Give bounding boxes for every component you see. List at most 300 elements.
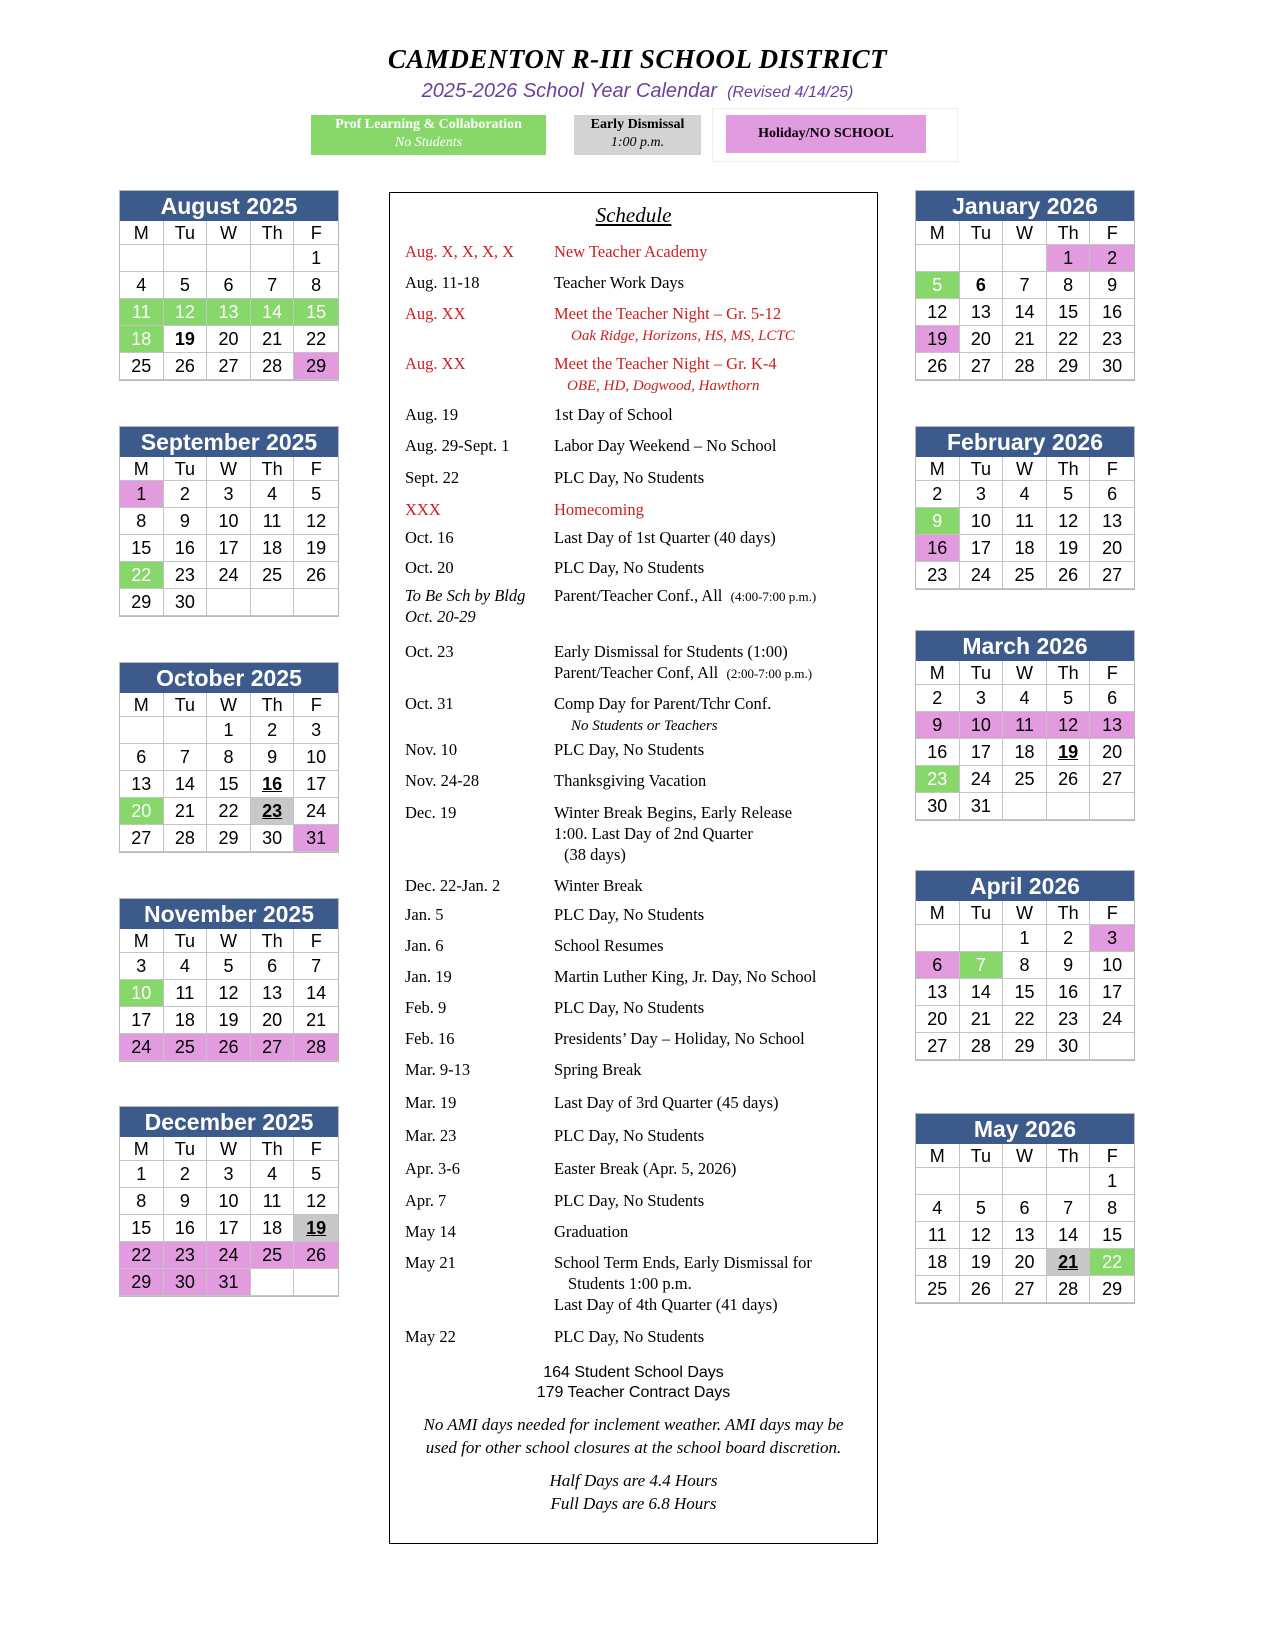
legend-early-dismissal [574, 115, 701, 155]
day-cell: 25 [251, 1242, 295, 1269]
weekday-header: F [294, 221, 338, 245]
day-cell: 20 [207, 326, 251, 353]
entry-event-block [554, 693, 866, 736]
entry-date: Jan. 19 [405, 967, 452, 986]
entry-event: PLC Day, No Students [554, 1327, 705, 1346]
day-cell: 4 [251, 481, 295, 508]
weekday-header: F [294, 693, 338, 717]
day-cell: 15 [1047, 299, 1091, 326]
day-cell: 18 [164, 1007, 208, 1034]
entry-date: Apr. 7 [405, 1191, 447, 1210]
day-cell: 4 [916, 1195, 960, 1222]
day-cell: 19 [916, 326, 960, 353]
entry-event: Winter Break [554, 876, 643, 895]
day-cell: 29 [1047, 353, 1091, 380]
day-cell: 2 [164, 481, 208, 508]
day-cell: 15 [1090, 1222, 1134, 1249]
day-cell: 16 [916, 739, 960, 766]
month-grid [916, 1144, 1134, 1303]
day-cell: 16 [164, 535, 208, 562]
day-cell: 27 [251, 1034, 295, 1061]
entry-date: Oct. 20 [405, 558, 454, 577]
month-december-2025 [119, 1106, 339, 1297]
day-cell: 15 [207, 771, 251, 798]
weekday-header: W [207, 221, 251, 245]
weekday-header: M [916, 901, 960, 925]
day-cell: 17 [1090, 979, 1134, 1006]
day-cell: 13 [1090, 712, 1134, 739]
day-cell: 26 [164, 353, 208, 380]
entry-date: Aug. 19 [405, 405, 459, 424]
day-cell: 4 [164, 953, 208, 980]
day-cell: 17 [960, 535, 1004, 562]
day-cell: 31 [294, 825, 338, 852]
entry-event: Martin Luther King, Jr. Day, No School [554, 967, 817, 986]
entry-event-block [554, 303, 866, 346]
entry-date: Mar. 23 [405, 1126, 457, 1145]
weekday-header: Th [1047, 1144, 1091, 1168]
empty-cell [916, 1168, 960, 1195]
entry-date: Aug. XX [405, 354, 466, 373]
weekday-header: W [207, 457, 251, 481]
weekday-header: Th [251, 221, 295, 245]
month-march-2026 [915, 630, 1135, 821]
day-cell: 19 [294, 1215, 338, 1242]
day-cell: 12 [1047, 508, 1091, 535]
month-title: January 2026 [916, 191, 1134, 221]
weekday-header: F [294, 457, 338, 481]
entry-event-3: (38 days) [564, 845, 626, 864]
empty-cell [207, 245, 251, 272]
day-cell: 14 [960, 979, 1004, 1006]
entry-date: Jan. 6 [405, 936, 444, 955]
day-cell: 2 [916, 481, 960, 508]
empty-cell [916, 925, 960, 952]
day-cell: 25 [916, 1276, 960, 1303]
day-cell: 13 [120, 771, 164, 798]
month-title: December 2025 [120, 1107, 338, 1137]
ami-note-line-1: No AMI days needed for inclement weather. AMI days may be [423, 1415, 844, 1434]
day-cell: 20 [1090, 535, 1134, 562]
entry-event-3: Last Day of 4th Quarter (41 days) [554, 1295, 778, 1314]
day-cell: 14 [164, 771, 208, 798]
entry-date: XXX [405, 500, 441, 519]
day-cell: 10 [120, 980, 164, 1007]
empty-cell [294, 589, 338, 616]
day-cell: 7 [1047, 1195, 1091, 1222]
day-cell: 25 [164, 1034, 208, 1061]
day-cell: 4 [1003, 685, 1047, 712]
weekday-header: M [916, 457, 960, 481]
entry-event: PLC Day, No Students [554, 558, 705, 577]
day-cell: 19 [164, 326, 208, 353]
day-cell: 11 [164, 980, 208, 1007]
weekday-header: Th [251, 929, 295, 953]
day-cell: 3 [294, 717, 338, 744]
day-cell: 22 [1047, 326, 1091, 353]
hours-note [400, 1469, 867, 1515]
day-cell: 23 [916, 562, 960, 589]
weekday-header: Tu [164, 929, 208, 953]
weekday-header: F [1090, 457, 1134, 481]
weekday-header: F [1090, 661, 1134, 685]
day-cell: 3 [120, 953, 164, 980]
entry-event: Parent/Teacher Conf., All [554, 586, 723, 605]
day-cell: 28 [164, 825, 208, 852]
month-title: March 2026 [916, 631, 1134, 661]
day-cell: 18 [251, 1215, 295, 1242]
day-cell: 6 [251, 953, 295, 980]
day-cell: 14 [1003, 299, 1047, 326]
day-cell: 11 [1003, 712, 1047, 739]
entry-date: To Be Sch by Bldg [405, 586, 526, 605]
day-cell: 21 [1003, 326, 1047, 353]
day-cell: 3 [960, 685, 1004, 712]
day-cell: 26 [1047, 766, 1091, 793]
day-cell: 10 [1090, 952, 1134, 979]
day-cell: 30 [251, 825, 295, 852]
empty-cell [120, 717, 164, 744]
day-cell: 23 [164, 562, 208, 589]
day-cell: 18 [916, 1249, 960, 1276]
day-cell: 13 [960, 299, 1004, 326]
weekday-header: Tu [164, 1137, 208, 1161]
weekday-header: Tu [164, 221, 208, 245]
day-cell: 1 [1003, 925, 1047, 952]
day-cell: 11 [1003, 508, 1047, 535]
empty-cell [1047, 1168, 1091, 1195]
weekday-header: M [120, 221, 164, 245]
empty-cell [916, 245, 960, 272]
entry-event: School Resumes [554, 936, 664, 955]
entry-event-2: Students 1:00 p.m. [568, 1274, 692, 1293]
day-cell: 24 [960, 562, 1004, 589]
day-cell: 16 [916, 535, 960, 562]
entry-date: Dec. 19 [405, 803, 457, 822]
month-february-2026 [915, 426, 1135, 590]
entry-event: Easter Break (Apr. 5, 2026) [554, 1159, 737, 1178]
day-cell: 27 [960, 353, 1004, 380]
day-cell: 22 [1003, 1006, 1047, 1033]
legend-holiday: Holiday/NO SCHOOL [726, 115, 926, 153]
entry-date: Nov. 24-28 [405, 771, 480, 790]
entry-event: Labor Day Weekend – No School [554, 436, 777, 455]
month-grid [120, 221, 338, 380]
day-cell: 11 [251, 508, 295, 535]
entry-date-block [405, 585, 553, 627]
day-cell: 17 [207, 535, 251, 562]
day-cell: 10 [960, 712, 1004, 739]
weekday-header: F [1090, 901, 1134, 925]
day-cell: 31 [960, 793, 1004, 820]
day-cell: 13 [916, 979, 960, 1006]
day-cell: 27 [1090, 766, 1134, 793]
weekday-header: Tu [164, 693, 208, 717]
day-cell: 21 [164, 798, 208, 825]
month-title: May 2026 [916, 1114, 1134, 1144]
day-cell: 9 [916, 712, 960, 739]
weekday-header: Tu [960, 1144, 1004, 1168]
entry-date: Sept. 22 [405, 468, 460, 487]
entry-event: Winter Break Begins, Early Release [554, 803, 793, 822]
entry-small: (4:00-7:00 p.m.) [730, 589, 817, 604]
day-cell: 24 [207, 562, 251, 589]
day-cell: 16 [1047, 979, 1091, 1006]
day-cell: 22 [294, 326, 338, 353]
day-cell: 8 [1090, 1195, 1134, 1222]
empty-cell [960, 925, 1004, 952]
day-cell: 3 [960, 481, 1004, 508]
day-cell: 11 [916, 1222, 960, 1249]
weekday-header: W [1003, 661, 1047, 685]
day-cell: 19 [207, 1007, 251, 1034]
empty-cell [164, 717, 208, 744]
day-cell: 28 [1003, 353, 1047, 380]
month-title: February 2026 [916, 427, 1134, 457]
day-cell: 29 [207, 825, 251, 852]
entry-event-block [554, 1252, 866, 1315]
entry-event: New Teacher Academy [554, 242, 708, 261]
empty-cell [251, 589, 295, 616]
day-cell: 2 [164, 1161, 208, 1188]
entry-event-block [554, 802, 866, 865]
entry-event: Last Day of 1st Quarter (40 days) [554, 528, 776, 547]
day-cell: 12 [960, 1222, 1004, 1249]
day-cell: 26 [916, 353, 960, 380]
day-cell: 25 [120, 353, 164, 380]
entry-date: Apr. 3-6 [405, 1159, 460, 1178]
day-cell: 12 [294, 508, 338, 535]
entry-event: PLC Day, No Students [554, 740, 705, 759]
entry-date: Aug. 29-Sept. 1 [405, 436, 510, 455]
month-title: September 2025 [120, 427, 338, 457]
weekday-header: Th [251, 693, 295, 717]
month-grid [120, 929, 338, 1061]
day-cell: 22 [120, 1242, 164, 1269]
day-cell: 25 [1003, 766, 1047, 793]
day-cell: 31 [207, 1269, 251, 1296]
day-cell: 7 [1003, 272, 1047, 299]
day-cell: 5 [960, 1195, 1004, 1222]
day-cell: 13 [1003, 1222, 1047, 1249]
month-title: August 2025 [120, 191, 338, 221]
empty-cell [251, 245, 295, 272]
day-cell: 19 [294, 535, 338, 562]
weekday-header: Tu [960, 901, 1004, 925]
day-cell: 4 [251, 1161, 295, 1188]
day-cell: 20 [960, 326, 1004, 353]
day-cell: 6 [1003, 1195, 1047, 1222]
empty-cell [294, 1269, 338, 1296]
day-cell: 5 [1047, 685, 1091, 712]
entry-event: Comp Day for Parent/Tchr Conf. [554, 694, 772, 713]
day-cell: 8 [1003, 952, 1047, 979]
day-cell: 10 [960, 508, 1004, 535]
empty-cell [1090, 1033, 1134, 1060]
entry-date: Aug. X, X, X, X [405, 242, 515, 261]
day-cell: 15 [120, 1215, 164, 1242]
entry-event: Teacher Work Days [554, 273, 685, 292]
day-cell: 26 [294, 562, 338, 589]
weekday-header: Th [1047, 221, 1091, 245]
day-cell: 2 [916, 685, 960, 712]
day-cell: 20 [1003, 1249, 1047, 1276]
day-cell: 9 [1090, 272, 1134, 299]
entry-event: School Term Ends, Early Dismissal for [554, 1253, 812, 1272]
day-cell: 30 [916, 793, 960, 820]
entry-event: PLC Day, No Students [554, 468, 705, 487]
entry-date: Oct. 23 [405, 642, 454, 661]
empty-cell [960, 1168, 1004, 1195]
day-cell: 23 [164, 1242, 208, 1269]
day-cell: 12 [294, 1188, 338, 1215]
day-cell: 8 [1047, 272, 1091, 299]
weekday-header: F [1090, 221, 1134, 245]
weekday-header: M [916, 661, 960, 685]
district-title: CAMDENTON R-III SCHOOL DISTRICT [387, 44, 888, 74]
day-cell: 21 [251, 326, 295, 353]
entry-event: Meet the Teacher Night – Gr. K-4 [554, 354, 777, 373]
day-cell: 6 [1090, 481, 1134, 508]
day-cell: 7 [251, 272, 295, 299]
entry-event: PLC Day, No Students [554, 1126, 705, 1145]
day-cell: 26 [1047, 562, 1091, 589]
weekday-header: F [294, 929, 338, 953]
month-grid [120, 693, 338, 852]
day-cell: 5 [207, 953, 251, 980]
entry-date: Jan. 5 [405, 905, 444, 924]
teacher-days: 179 Teacher Contract Days [536, 1384, 731, 1401]
month-grid [916, 457, 1134, 589]
empty-cell [1090, 793, 1134, 820]
day-cell: 15 [294, 299, 338, 326]
day-cell: 23 [1090, 326, 1134, 353]
entry-event: Thanksgiving Vacation [554, 771, 707, 790]
day-cell: 6 [207, 272, 251, 299]
day-cell: 7 [960, 952, 1004, 979]
day-cell: 15 [120, 535, 164, 562]
day-cell: 22 [120, 562, 164, 589]
day-cell: 22 [1090, 1249, 1134, 1276]
day-cell: 21 [1047, 1249, 1091, 1276]
student-days: 164 Student School Days [543, 1364, 724, 1381]
entry-date: Dec. 22-Jan. 2 [405, 876, 501, 895]
entry-event: PLC Day, No Students [554, 905, 705, 924]
entry-event: Presidents’ Day – Holiday, No School [554, 1029, 805, 1048]
day-cell: 27 [1003, 1276, 1047, 1303]
day-cell: 13 [207, 299, 251, 326]
day-cell: 7 [164, 744, 208, 771]
day-cell: 30 [164, 1269, 208, 1296]
day-cell: 8 [294, 272, 338, 299]
day-cell: 16 [251, 771, 295, 798]
day-cell: 2 [251, 717, 295, 744]
entry-date: Oct. 31 [405, 694, 454, 713]
entry-event: Meet the Teacher Night – Gr. 5-12 [554, 304, 782, 323]
day-cell: 6 [1090, 685, 1134, 712]
day-cell: 12 [164, 299, 208, 326]
entry-date: Mar. 19 [405, 1093, 457, 1112]
entry-date: Feb. 16 [405, 1029, 455, 1048]
month-november-2025 [119, 898, 339, 1062]
weekday-header: W [207, 693, 251, 717]
day-cell: 19 [1047, 739, 1091, 766]
day-cell: 24 [1090, 1006, 1134, 1033]
day-cell: 17 [207, 1215, 251, 1242]
weekday-header: W [1003, 1144, 1047, 1168]
entry-date: Mar. 9-13 [405, 1060, 471, 1079]
day-cell: 22 [207, 798, 251, 825]
entry-sub: OBE, HD, Dogwood, Hawthorn [567, 378, 760, 394]
day-cell: 19 [960, 1249, 1004, 1276]
day-cell: 27 [120, 825, 164, 852]
entry-sub: Oak Ridge, Horizons, HS, MS, LCTC [571, 328, 795, 344]
entry-date: Aug. 11-18 [405, 273, 480, 292]
month-title: April 2026 [916, 871, 1134, 901]
month-october-2025 [119, 662, 339, 853]
empty-cell [207, 589, 251, 616]
day-cell: 12 [1047, 712, 1091, 739]
entry-date: May 22 [405, 1327, 456, 1346]
day-cell: 10 [294, 744, 338, 771]
day-cell: 3 [207, 1161, 251, 1188]
weekday-header: W [1003, 221, 1047, 245]
day-cell: 1 [294, 245, 338, 272]
month-january-2026 [915, 190, 1135, 381]
day-cell: 5 [164, 272, 208, 299]
day-cell: 10 [207, 508, 251, 535]
legend-early-title: Early Dismissal [590, 117, 685, 132]
weekday-header: Th [251, 1137, 295, 1161]
day-cell: 1 [1047, 245, 1091, 272]
day-cell: 3 [1090, 925, 1134, 952]
day-cell: 13 [1090, 508, 1134, 535]
entry-date: May 14 [405, 1222, 456, 1241]
ami-note-line-2: used for other school closures at the school board discretion. [425, 1438, 842, 1457]
month-grid [120, 457, 338, 616]
entry-date: May 21 [405, 1253, 456, 1272]
day-cell: 18 [251, 535, 295, 562]
weekday-header: M [120, 457, 164, 481]
weekday-header: Tu [960, 221, 1004, 245]
day-cell: 9 [251, 744, 295, 771]
day-cell: 20 [916, 1006, 960, 1033]
day-cell: 20 [120, 798, 164, 825]
weekday-header: W [207, 1137, 251, 1161]
weekday-header: W [1003, 901, 1047, 925]
legend-plc [311, 115, 546, 155]
day-cell: 23 [1047, 1006, 1091, 1033]
day-cell: 1 [1090, 1168, 1134, 1195]
month-title: November 2025 [120, 899, 338, 929]
day-cell: 20 [1090, 739, 1134, 766]
weekday-header: Tu [960, 661, 1004, 685]
day-cell: 28 [1047, 1276, 1091, 1303]
schedule-title: Schedule [595, 203, 672, 227]
day-cell: 6 [916, 952, 960, 979]
day-cell: 30 [164, 589, 208, 616]
day-cell: 1 [120, 1161, 164, 1188]
entry-event-2: 1:00. Last Day of 2nd Quarter [554, 824, 753, 843]
day-cell: 27 [207, 353, 251, 380]
day-cell: 28 [294, 1034, 338, 1061]
day-cell: 5 [294, 481, 338, 508]
month-september-2025 [119, 426, 339, 617]
day-cell: 15 [1003, 979, 1047, 1006]
day-cell: 4 [120, 272, 164, 299]
month-april-2026 [915, 870, 1135, 1061]
weekday-header: F [294, 1137, 338, 1161]
